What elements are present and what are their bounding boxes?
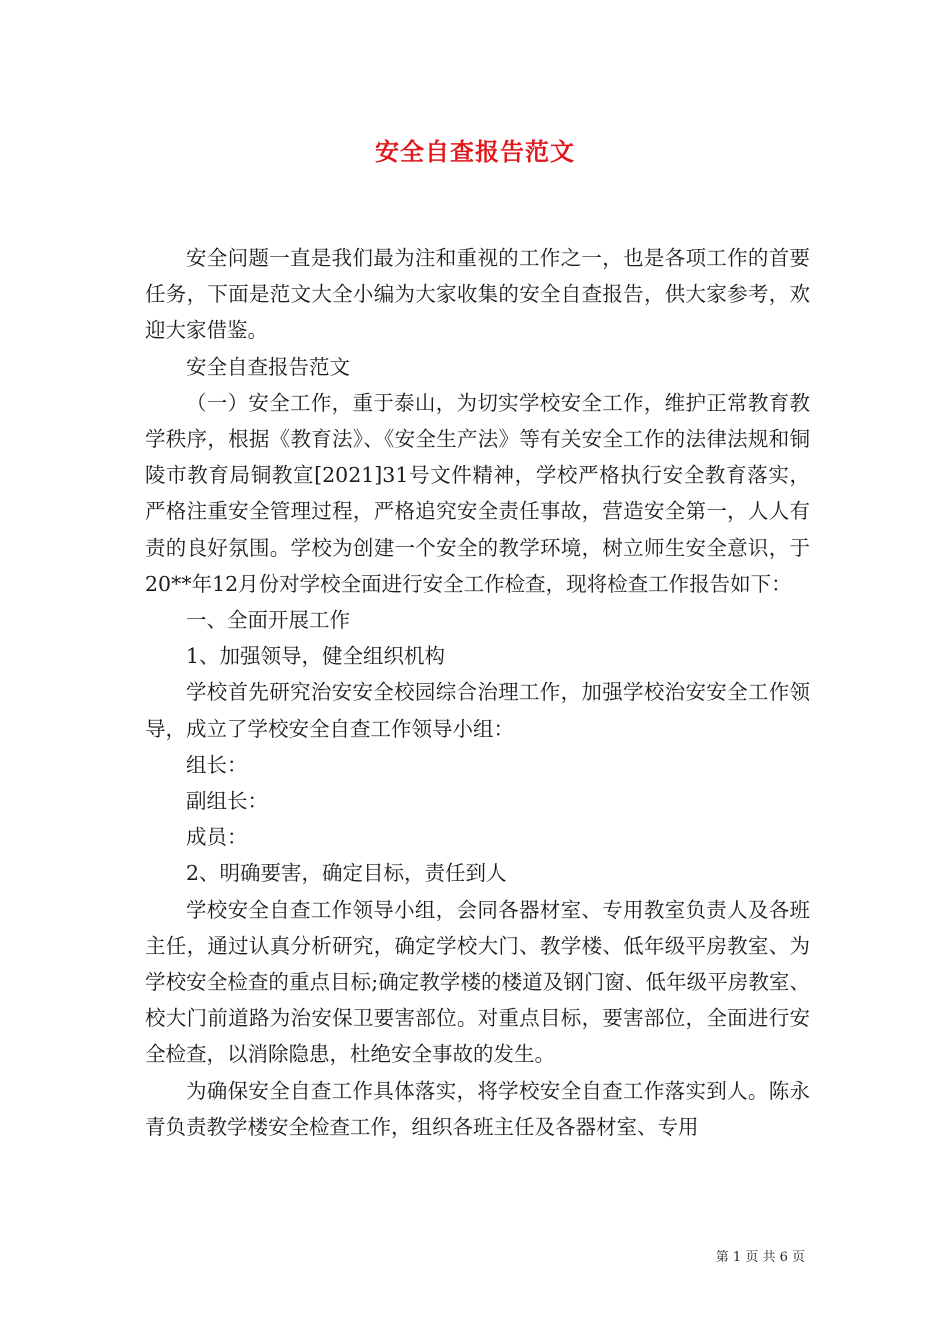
page-number-footer: 第 1 页 共 6 页 <box>715 1250 805 1265</box>
body-paragraph: 为确保安全自查工作具体落实，将学校安全自查工作落实到人。陈永青负责教学楼安全检查工作，组织各班主任及各器材室、专用 <box>145 1078 810 1139</box>
document-title: 安全自查报告范文 <box>375 137 575 166</box>
role-line: 副组长： <box>186 789 268 814</box>
role-line: 组长： <box>186 752 248 777</box>
section-heading: 一、全面开展工作 <box>186 608 350 633</box>
intro-paragraph: 安全问题一直是我们最为注和重视的工作之一，也是各项工作的首要任务，下面是范文大全小编为大家收集的安全自查报告，供大家参考，欢迎大家借鉴。 <box>145 246 810 343</box>
section-heading: 安全自查报告范文 <box>186 354 350 379</box>
subsection-heading: 2、明确要害，确定目标，责任到人 <box>186 861 507 886</box>
body-paragraph: （一）安全工作，重于泰山，为切实学校安全工作，维护正常教育教学秩序，根据《教育法》、《安全生产法》等有关安全工作的法律法规和铜陵市教育局铜教宣[2021]31号文件精神，学校严格执行安全教育落实，严格注重安全管理过程，严格追究安全责任事故，营造安全第一，人人有责的良好氛围。学校为创建一个安全的教学环境，树立师生安全意识，于20**年12月份对学校全面进行安全工作检查，现将检查工作报告如下： <box>145 390 810 596</box>
body-paragraph: 学校安全自查工作领导小组，会同各器材室、专用教室负责人及各班主任，通过认真分析研究，确定学校大门、教学楼、低年级平房教室、为学校安全检查的重点目标;确定教学楼的楼道及钢门窗、低年级平房教室、校大门前道路为治安保卫要害部位。对重点目标，要害部位，全面进行安全检查，以消除隐患，杜绝安全事故的发生。 <box>145 897 810 1067</box>
body-paragraph: 学校首先研究治安安全校园综合治理工作，加强学校治安安全工作领导，成立了学校安全自查工作领导小组： <box>145 680 810 741</box>
document-body <box>145 240 810 1145</box>
subsection-heading: 1、加强领导，健全组织机构 <box>186 644 446 669</box>
role-line: 成员： <box>186 825 248 850</box>
